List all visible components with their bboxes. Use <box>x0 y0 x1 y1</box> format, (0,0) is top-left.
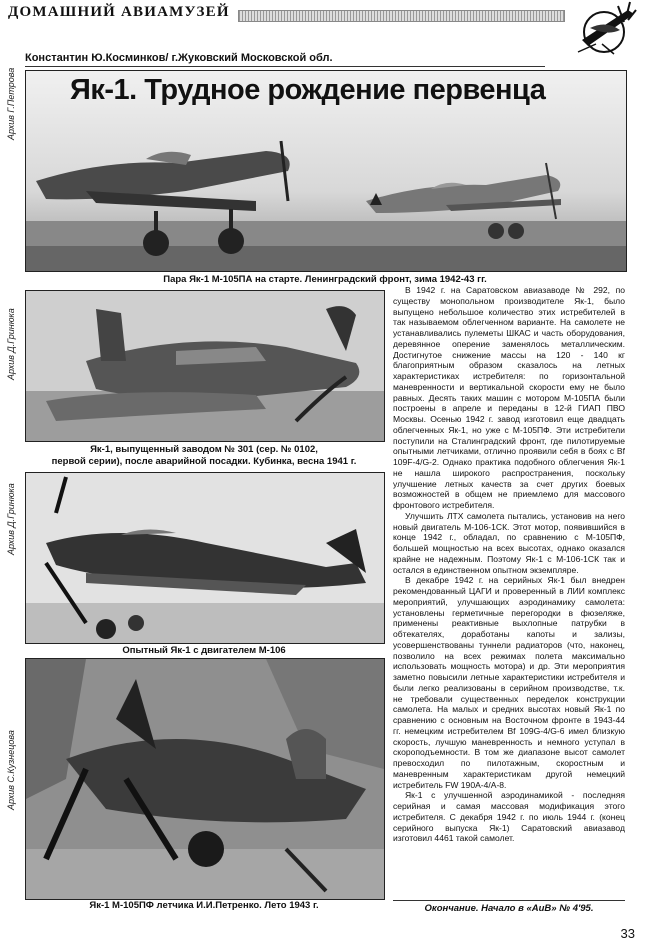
article-title: Як-1. Трудное рождение первенца <box>70 74 546 106</box>
credit-photo2: Архив Д.Гринюка <box>6 308 16 380</box>
caption-photo4: Як-1 М-105ПФ летчика И.И.Петренко. Лето 1943 г. <box>89 900 319 911</box>
caption-top: Пара Як-1 М-105ПА на старте. Ленинградский фронт, зима 1942-43 гг. <box>163 274 487 285</box>
caption-photo2 <box>25 444 383 468</box>
section-title: ДОМАШНИЙ АВИАМУЗЕЙ <box>8 4 230 20</box>
author-rule <box>25 66 545 67</box>
page-number: 33 <box>620 926 635 941</box>
photo-yak1-petrenko <box>25 658 385 900</box>
body-paragraph-4: Як-1 с улучшенной аэродинамикой - последняя серийная и самая массовая модификация этого истребителя. С декабря 1942 г. по июль 1944 г. (конец серийного выпуска Як-1) Саратовский авиазавод изготовил 4461 такой самолет. <box>393 790 625 844</box>
header-rule <box>238 10 565 22</box>
credit-photo4: Архив С.Кузнецова <box>6 730 16 810</box>
museum-logo <box>568 0 646 60</box>
article-body <box>393 285 625 905</box>
continuation-note: Окончание. Начало в «АиВ» № 4'95. <box>393 900 625 914</box>
body-paragraph-2: Улучшить ЛТХ самолета пытались, установив на него новый двигатель М-106-1СК. Этот мотор, появившийся в конце 1942 г., обладал, по сравнению с М-105ПФ, большей мощностью на всех высотах, однако оказался крайне не надежным. Поэтому Як-1 с М-106-1СК так и остался в единственном опытном экземпляре. <box>393 510 625 575</box>
author-line: Константин Ю.Косминков/ г.Жуковский Московской обл. <box>25 52 333 64</box>
caption-photo3: Опытный Як-1 с двигателем М-106 <box>122 645 286 656</box>
credit-top: Архив Г.Петрова <box>6 67 16 140</box>
caption-photo2-line2: первой серии), после аварийной посадки. Кубинка, весна 1941 г. <box>51 456 357 467</box>
body-paragraph-1: В 1942 г. на Саратовском авиазаводе № 292, по существу монопольном производителе Як-1, было выпущено небольшое количество этих истребителей в так называемом облегченном варианте. На самолете не устанавливались пулеметы ШКАС и часть оборудования, деревянное оперение заменялось металлическим. Достигнутое снижение массы на 120 - 140 кг благоприятным образом сказалось на летных характеристиках истребителя: по горизонтальной маневренности и вертикальной скорости ему не было равных. Десять таких машин с мотором М-105ПА были построены в апреле и переданы в 12-й ГИАП ПВО Москвы. Осенью 1942 г. завод изготовил еще двадцать облегченных Як-1, но уже с М-105ПФ. Эти истребители поступили на Сталинградский фронт, где пилотируемые опытными летчиками, отлично проявили себя в боях с Bf 109F-4/G-2. Однако практика подобного облегчения Як-1 не нашла широкого распространения, поскольку улучшение летных качеств за счет других боевых возможностей в общем не приемлемо для массового фронтового истребителя. <box>393 285 625 510</box>
body-paragraph-3: В декабре 1942 г. на серийных Як-1 был внедрен рекомендованный ЦАГИ и проверенный в ЛИИ комплекс мероприятий, улучшающих аэродинамику самолета: установлены герметичные перегородки в фюзеляже, применены реактивные выхлопные патрубки в обтекателях, доработаны капоты и зализы, усовершенствованы туннели радиаторов (что, наконец, позволило на всех режимах полета максимально использовать мощность мотора) и др. Эти мероприятия заметно повысили летные характеристики истребителя и были легко реализованы в серийном производстве, т.к. не требовали существенных переделок конструкции самолета. На малых и средних высотах новый Як-1 по сравнению с основным на Восточном фронте в 1943-44 гг. немецким истребителем Bf 109G-4/G-6 имел близкую скорость, лучшую маневренность и немного уступал в скороподъемности. В том же диапазоне высот самолет превосходил по пилотажным, скоростным и маневренным характеристикам другой немецкий истребитель FW 190А-4/А-8. <box>393 575 625 790</box>
photo-yak1-crash <box>25 290 385 442</box>
credit-photo3: Архив Д.Гринюка <box>6 483 16 555</box>
photo-yak1-m106 <box>25 472 385 644</box>
caption-photo2-line1: Як-1, выпущенный заводом № 301 (сер. № 0102, <box>90 444 318 455</box>
